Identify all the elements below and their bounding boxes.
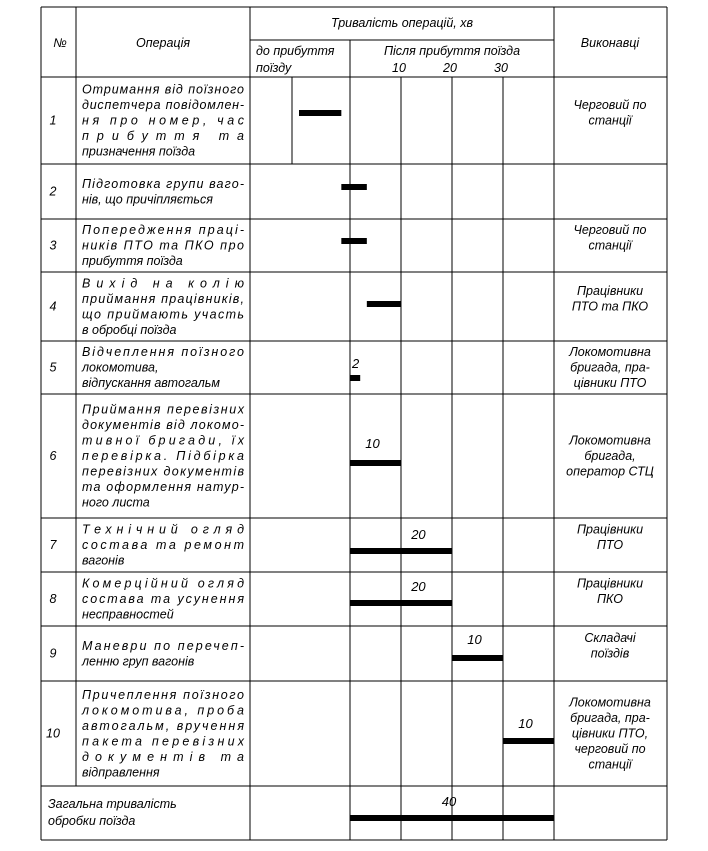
duration-label: 10 xyxy=(467,632,482,647)
performer-text: Працівники xyxy=(576,576,644,591)
gantt-bar-8 xyxy=(350,600,452,606)
gantt-bar-9 xyxy=(452,655,503,661)
duration-label: 10 xyxy=(518,716,533,731)
performer-text: черговий по xyxy=(574,742,646,756)
gantt-bar-10 xyxy=(503,738,554,744)
row-number: 9 xyxy=(49,646,57,661)
gantt-bar-5 xyxy=(350,375,360,381)
operation-text: несправностей xyxy=(82,607,174,622)
header-tick-20: 20 xyxy=(443,61,457,75)
header-operation: Операція xyxy=(135,36,191,50)
operation-text: відпускання автогальм xyxy=(82,376,220,390)
header-tick-10: 10 xyxy=(392,61,406,75)
operation-text: перевізних документів xyxy=(82,464,244,479)
operation-text: відправлення xyxy=(82,765,160,780)
operation-text: призначення поїзда xyxy=(82,144,196,159)
performer-text: Працівники xyxy=(576,283,644,298)
operation-text: ня про номер, час xyxy=(82,113,244,128)
row-number: 10 xyxy=(46,726,60,741)
total-label: Загальна тривалість xyxy=(48,797,177,811)
operation-text: в обробці поїзда xyxy=(82,322,177,337)
row-number: 5 xyxy=(49,360,57,375)
performer-text: Локомотивна xyxy=(569,345,651,359)
performer-text: ПТО та ПКО xyxy=(571,299,649,314)
performer-text: станції xyxy=(588,238,632,253)
operation-text: состава та усунення xyxy=(82,592,244,606)
operation-text: приймання працівників, xyxy=(82,291,244,306)
operation-text: прибуття поїзда xyxy=(82,254,183,268)
performer-text: поїздів xyxy=(590,646,630,661)
performer-text: Черговий по xyxy=(573,97,647,112)
performer-text: бригада, пра- xyxy=(570,360,650,375)
gantt-bar-2 xyxy=(341,184,367,190)
duration-label: 10 xyxy=(365,436,380,451)
performer-text: ПКО xyxy=(596,591,624,606)
gantt-bar-total xyxy=(350,815,554,821)
header-performers: Виконавці xyxy=(580,36,640,50)
gantt-bar-7 xyxy=(350,548,452,554)
operation-text: локомотива, xyxy=(82,360,159,375)
performer-text: станції xyxy=(588,113,632,128)
row-number: 8 xyxy=(49,592,57,606)
header-after-arrival: Після прибуття поїзда xyxy=(383,44,521,58)
operation-text: Підготовка групи ваго- xyxy=(82,176,244,191)
operation-text: тивної бригади, їх xyxy=(82,433,244,448)
performer-text: Локомотивна xyxy=(569,695,651,710)
operation-text: документів та xyxy=(82,749,244,764)
operation-text: ного листа xyxy=(82,495,150,510)
operation-text: диспетчера повідомлен- xyxy=(82,98,244,112)
operation-text: перевірка. Підбірка xyxy=(82,449,244,463)
row-number: 3 xyxy=(49,238,57,253)
duration-label: 20 xyxy=(411,527,426,542)
operation-text: Відчеплення поїзного xyxy=(82,345,244,359)
operation-text: документів від локомо- xyxy=(82,418,244,432)
row-number: 7 xyxy=(49,538,57,552)
operation-text: Попередження праці- xyxy=(82,223,244,237)
performer-text: станції xyxy=(588,757,632,772)
operation-text: що приймають участь xyxy=(82,307,244,322)
operation-text: Причеплення поїзного xyxy=(82,687,244,702)
operation-text: Отримання від поїзного xyxy=(82,82,244,97)
row-number: 1 xyxy=(49,113,57,128)
performer-text: бригада, xyxy=(584,449,636,463)
operation-text: Маневри по перечеп- xyxy=(82,638,244,653)
duration-label: 2 xyxy=(352,356,360,371)
performer-text: Працівники xyxy=(576,522,644,537)
header-duration: Тривалість операцій, хв xyxy=(330,16,474,30)
operation-text: нів, що причіпляється xyxy=(82,192,213,207)
gantt-bar-6 xyxy=(350,460,401,466)
row-number: 6 xyxy=(49,449,57,463)
performer-text: ПТО xyxy=(596,537,624,552)
performer-text: цівники ПТО, xyxy=(571,726,649,741)
header-before-arrival: до прибуття xyxy=(256,44,335,58)
operation-text: Технічний огляд xyxy=(82,522,244,537)
operation-text: состава та ремонт xyxy=(82,538,244,552)
duration-label: 40 xyxy=(441,794,457,809)
header-number: № xyxy=(53,36,67,50)
operation-text: ленню груп вагонів xyxy=(82,654,195,669)
operation-text: автогальм, вручення xyxy=(82,718,244,733)
operation-text: Комерційний огляд xyxy=(82,576,244,591)
header-tick-30: 30 xyxy=(494,61,508,75)
row-number: 4 xyxy=(49,299,57,314)
duration-label: 20 xyxy=(411,579,426,594)
performer-text: бригада, пра- xyxy=(570,711,650,725)
operation-text: вагонів xyxy=(82,553,125,568)
performer-text: Локомотивна xyxy=(569,433,651,448)
performer-text: Черговий по xyxy=(573,222,647,237)
gantt-bar-4 xyxy=(367,301,401,307)
operation-text: пакета перевізних xyxy=(82,734,244,749)
gantt-bar-3 xyxy=(341,238,367,244)
operation-text: та оформлення натур- xyxy=(82,480,244,494)
gantt-bar-1 xyxy=(299,110,341,116)
performer-text: Складачі xyxy=(584,630,636,645)
operation-text: прибуття та xyxy=(82,129,244,143)
header-before-arrival-2: поїзду xyxy=(256,61,292,75)
total-label: обробки поїзда xyxy=(48,814,136,828)
operation-text: Приймання перевізних xyxy=(82,402,244,417)
performer-text: оператор СТЦ xyxy=(566,464,654,479)
row-number: 2 xyxy=(49,184,57,199)
operation-text: локомотива, проба xyxy=(82,703,244,718)
operation-text: Вихід на колію xyxy=(82,276,244,291)
performer-text: цівники ПТО xyxy=(573,376,647,390)
operation-text: ників ПТО та ПКО про xyxy=(82,238,244,253)
